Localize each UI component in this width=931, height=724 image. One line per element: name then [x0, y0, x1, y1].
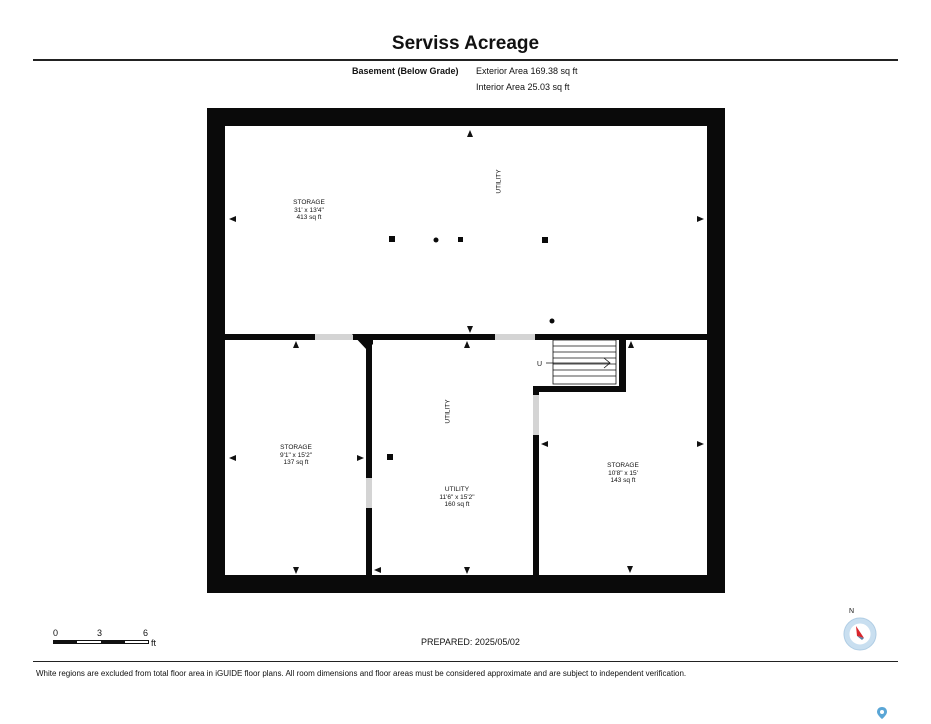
room-label-storage-1 — [269, 199, 349, 222]
room-area: 413 sq ft — [296, 214, 322, 222]
interior-wall — [366, 340, 372, 575]
room-label-storage-2 — [256, 444, 336, 467]
interior-wall — [225, 334, 707, 340]
post — [550, 319, 555, 324]
room-dims: 11'6" x 15'2" — [439, 493, 475, 501]
interior-area: Interior Area 25.03 sq ft — [476, 82, 570, 92]
room-label-utility-3 — [417, 486, 497, 509]
bottom-rule — [33, 661, 898, 662]
scale-unit: ft — [151, 638, 157, 648]
stair-label: U — [537, 361, 543, 368]
room-area: 137 sq ft — [283, 459, 309, 467]
stair-wall — [619, 340, 626, 392]
room-name: STORAGE — [293, 199, 325, 206]
opening — [315, 334, 353, 340]
exterior-area: Exterior Area 169.38 sq ft — [476, 66, 578, 76]
location-pin-icon — [877, 706, 887, 718]
room-area: 160 sq ft — [444, 501, 470, 509]
scale-tick-label: 3 — [97, 628, 103, 638]
room-label-storage-3 — [583, 462, 663, 485]
opening — [495, 334, 535, 340]
room-name: STORAGE — [280, 444, 312, 451]
disclaimer: White regions are excluded from total floor area in iGUIDE floor plans. All room dimensions and floor areas must be considered approximate and are subject to independent verification. — [36, 669, 687, 678]
room-area: 143 sq ft — [610, 477, 636, 485]
scale-segment — [101, 640, 125, 644]
room-name: STORAGE — [607, 462, 639, 469]
level-label: Basement (Below Grade) — [352, 66, 459, 76]
plan-title: Serviss Acreage — [391, 33, 540, 54]
opening — [533, 395, 539, 435]
room-dims: 10'8" x 15' — [608, 469, 638, 477]
post — [389, 236, 395, 242]
post — [387, 454, 393, 460]
room-dims: 9'1" x 15'2" — [279, 451, 313, 459]
scale-tick-label: 6 — [143, 628, 149, 638]
scale-bar — [50, 628, 170, 652]
compass-label: N — [849, 608, 855, 615]
compass-icon — [840, 608, 880, 654]
post — [458, 237, 463, 242]
post — [542, 237, 548, 243]
room-label-utility-2: UTILITY — [444, 399, 452, 424]
room-label-utility-1: UTILITY — [495, 169, 503, 194]
scale-tick-label: 0 — [53, 628, 59, 638]
stair-wall — [533, 386, 626, 392]
post — [434, 238, 439, 243]
room-dims: 31' x 13'4" — [294, 206, 324, 214]
opening — [366, 478, 372, 508]
room-name: UTILITY — [444, 486, 470, 493]
prepared-date: PREPARED: 2025/05/02 — [421, 637, 520, 647]
scale-segment — [53, 640, 77, 644]
